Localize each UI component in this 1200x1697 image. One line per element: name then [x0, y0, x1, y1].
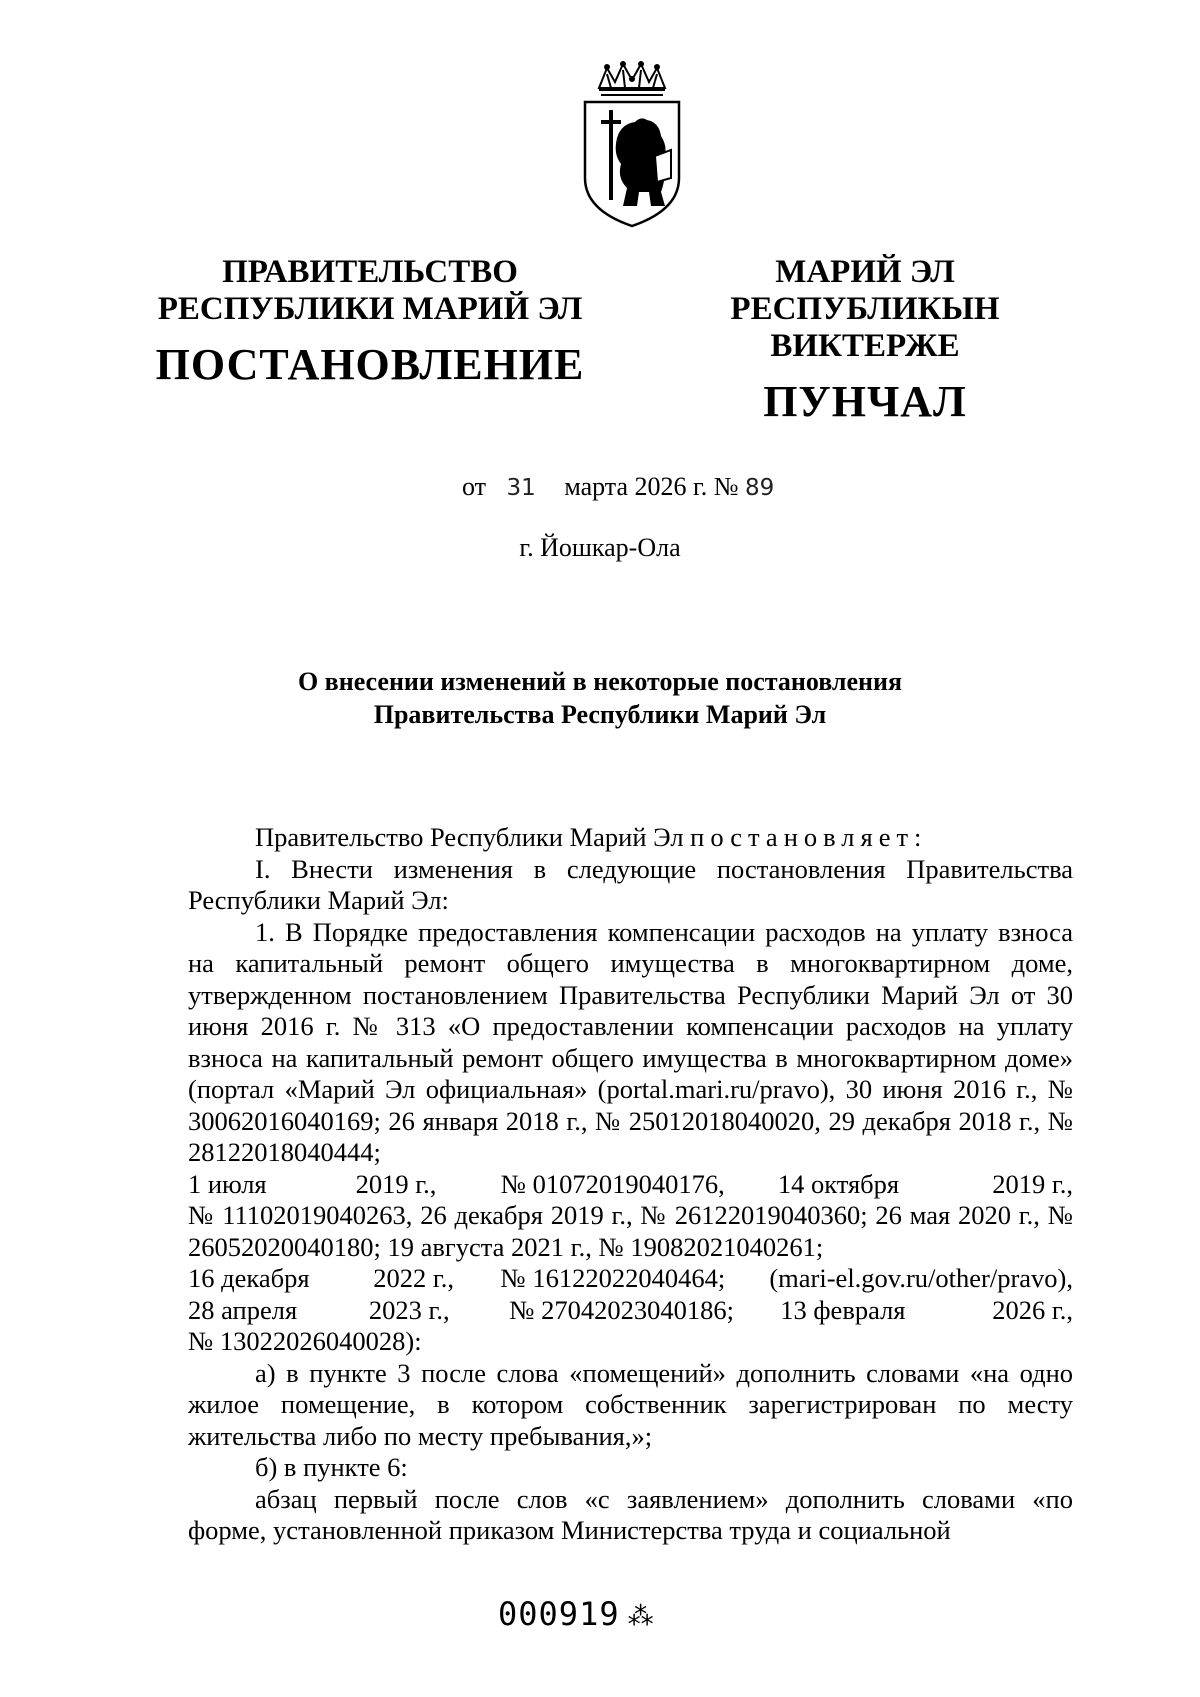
org-name-line: ПРАВИТЕЛЬСТВО	[222, 254, 518, 290]
serial-digits: 000919	[498, 1595, 620, 1633]
row-cell: № 01072019040176,	[500, 1168, 725, 1199]
serial-number	[498, 1595, 655, 1633]
text-span: Правительство Республики Марий Эл	[255, 822, 684, 852]
coat-of-arms-icon	[577, 60, 687, 230]
document-date-line	[462, 472, 774, 502]
header-left	[150, 254, 590, 390]
city: г. Йошкар-Ола	[519, 533, 681, 562]
body-paragraph: б) в пункте 6:	[255, 1452, 408, 1482]
header-right	[640, 254, 1090, 427]
row-cell: 2019 г.,	[992, 1168, 1073, 1199]
row-cell: 2019 г.,	[355, 1168, 437, 1199]
spaced-word: постановляет:	[690, 822, 928, 852]
row-cell: 1 июля	[188, 1168, 267, 1199]
row-cell: 14 октября	[777, 1168, 900, 1199]
stamp-mark-icon: ⁂	[627, 1602, 655, 1632]
doc-type: ПУНЧАЛ	[763, 377, 967, 426]
row-cell: № 16122022040464;	[500, 1263, 726, 1293]
body-paragraph: № 13022026040028):	[188, 1326, 422, 1356]
date-day: 31	[506, 475, 536, 501]
row-cell: 2026 г.,	[992, 1294, 1073, 1325]
document-title	[0, 665, 1200, 731]
body-paragraph	[188, 822, 1073, 854]
document-body	[188, 822, 1073, 1547]
row-cell: 2022 г.,	[373, 1263, 455, 1293]
title-line: О внесении изменений в некоторые постановления	[297, 667, 903, 696]
row-cell: 28 апреля	[188, 1294, 298, 1325]
date-prefix: от	[462, 472, 487, 501]
body-paragraph: а) в пункте 3 после слова «помещений» дополнить словами «на одно жилое помещение, в котором собственник зарегистрирован по месту жительства либо по месту пребывания,»;	[188, 1357, 1073, 1451]
date-month-year: марта 2026 г. №	[564, 472, 739, 501]
doc-type: ПОСТАНОВЛЕНИЕ	[155, 340, 585, 389]
row-cell: 13 февраля	[780, 1294, 906, 1325]
org-name-line: ВИКТЕРЖЕ	[770, 328, 960, 364]
org-name-line: МАРИЙ ЭЛ РЕСПУБЛИКЫН	[730, 254, 1000, 327]
body-paragraph: I. Внести изменения в следующие постановления Правительства Республики Марий Эл:	[188, 853, 1073, 915]
body-paragraph: 1. В Порядке предоставления компенсации расходов на уплату взноса на капитальный ремонт общего имущества в многоквартирном доме, утвержденном постановлением Правительства Республики Марий Эл от 30 июня 2016 г. № 313 «О предоставлении компенсации расходов на уплату взноса на капитальный ремонт общего имущества в многоквартирном доме» (портал «Марий Эл официальная» (portal.mari.ru/pravo), 30 июня 2016 г., № 30062016040169; 26 января 2018 г., № 25012018040020, 29 декабря 2018 г., № 28122018040444;	[188, 916, 1073, 1167]
row-cell: 2023 г.,	[368, 1294, 450, 1325]
document-number: 89	[745, 475, 775, 501]
spaced-row	[188, 1169, 1073, 1201]
row-cell: № 27042023040186;	[509, 1294, 735, 1325]
title-line: Правительства Республики Марий Эл	[373, 700, 827, 729]
row-cell: (mari-el.gov.ru/other/pravo),	[769, 1263, 1073, 1293]
body-paragraph: № 11102019040263, 26 декабря 2019 г., № 26122019040360; 26 мая 2020 г., № 26052020040180; 19 августа 2021 г., № 19082021040261;	[188, 1200, 1073, 1262]
body-paragraph: абзац первый после слов «с заявлением» дополнить словами «по форме, установленной приказом Министерства труда и социальной	[188, 1483, 1073, 1545]
row-cell: 16 декабря	[188, 1263, 310, 1293]
org-name-line: РЕСПУБЛИКИ МАРИЙ ЭЛ	[157, 291, 583, 327]
spaced-row	[188, 1295, 1073, 1327]
spaced-row	[188, 1263, 1073, 1295]
